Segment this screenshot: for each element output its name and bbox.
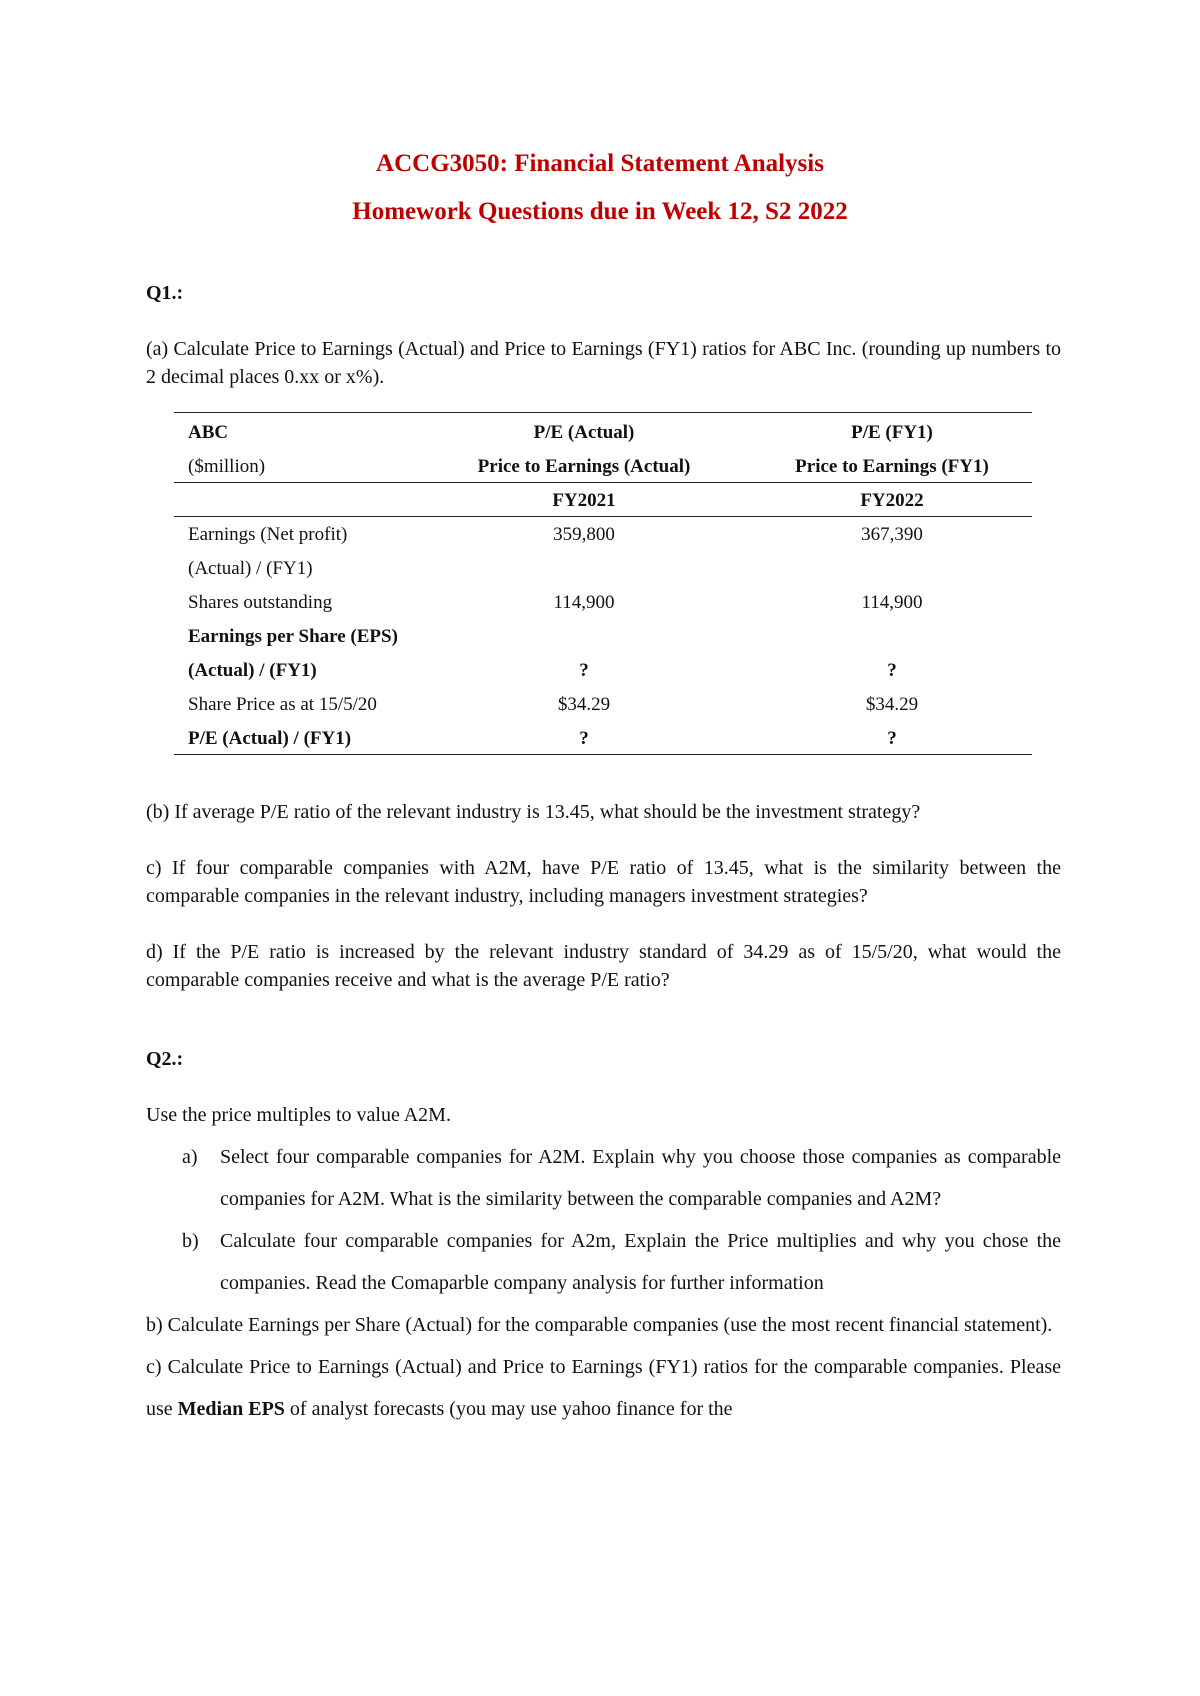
list-item-text: Select four comparable companies for A2M. Explain why you choose those companies as comparable companies for A2M. What is the similarity between the comparable companies and A2M? (220, 1146, 1061, 1210)
q1-part-a: (a) Calculate Price to Earnings (Actual) and Price to Earnings (FY1) ratios for ABC Inc. (rounding up numbers to 2 decimal places 0.xx or x%). (146, 338, 1061, 388)
table-head-pe-fy1: P/E (FY1) (851, 422, 933, 443)
q2-part-c (146, 1346, 1061, 1430)
list-marker: b) (182, 1230, 199, 1252)
table-row-label: (Actual) / (FY1) (188, 660, 317, 681)
q1-part-b: (b) If average P/E ratio of the relevant industry is 13.45, what should be the investment strategy? (146, 801, 921, 823)
table-head-rule (174, 482, 1032, 483)
table-row-label: Earnings per Share (EPS) (188, 626, 398, 647)
list-item-text: Calculate four comparable companies for A2m, Explain the Price multiplies and why you chose the companies. Read the Comaparble company analysis for further information (220, 1230, 1061, 1294)
table-row-label: Earnings (Net profit) (188, 524, 348, 545)
q2-part-b: b) Calculate Earnings per Share (Actual) for the comparable companies (use the most recent financial statement). (146, 1314, 1053, 1336)
table-row-label: Share Price as at 15/5/20 (188, 694, 377, 715)
table-head-pe-actual: P/E (Actual) (533, 422, 635, 443)
table-year-rule (174, 516, 1032, 517)
q1-part-c: c) If four comparable companies with A2M, have P/E ratio of 13.45, what is the similarity between the comparable companies in the relevant industry, including managers investment strategies? (146, 857, 1061, 907)
list-item (146, 1220, 1061, 1304)
table-cell: 367,390 (861, 524, 923, 545)
q1-part-d: d) If the P/E ratio is increased by the relevant industry standard of 34.29 as of 15/5/20, what would the comparable companies receive and what is the average P/E ratio? (146, 941, 1061, 991)
q2-heading: Q2.: (146, 1048, 184, 1070)
table-head-company: ABC (188, 422, 229, 443)
table-head-year-fy1: FY2022 (860, 490, 924, 511)
table-cell: ? (887, 660, 897, 681)
table-head-pe-fy1-desc: Price to Earnings (FY1) (795, 456, 989, 477)
table-top-rule (174, 412, 1032, 413)
table-head-unit: ($million) (188, 456, 266, 477)
q2-part-c-emphasis: Median EPS (177, 1398, 285, 1420)
q1-heading: Q1.: (146, 282, 184, 304)
table-cell: ? (579, 660, 589, 681)
document-title: ACCG3050: Financial Statement Analysis (376, 150, 824, 177)
table-row-label: P/E (Actual) / (FY1) (188, 728, 352, 749)
table-row-label: Shares outstanding (188, 592, 333, 613)
list-item (146, 1136, 1061, 1220)
table-cell: 114,900 (861, 592, 923, 613)
table-cell: $34.29 (865, 694, 919, 715)
table-cell: 359,800 (553, 524, 615, 545)
document-subtitle: Homework Questions due in Week 12, S2 2022 (352, 198, 848, 225)
table-head-pe-actual-desc: Price to Earnings (Actual) (477, 456, 691, 477)
table-cell: $34.29 (557, 694, 611, 715)
table-cell: 114,900 (553, 592, 615, 613)
table-head-year-actual: FY2021 (552, 490, 616, 511)
table-cell: ? (887, 728, 897, 749)
list-marker: a) (182, 1146, 198, 1168)
q2-part-c-tail: of analyst forecasts (you may use yahoo finance for the (284, 1398, 733, 1420)
q2-intro: Use the price multiples to value A2M. (146, 1104, 451, 1126)
q2-part-c-text: c) Calculate Price to Earnings (Actual) and Price to Earnings (FY1) ratios for the comparable companies. Please use (146, 1356, 1061, 1420)
table-cell: ? (579, 728, 589, 749)
q2-block (146, 1094, 1061, 1430)
table-bottom-rule (174, 754, 1032, 755)
table-row-label: (Actual) / (FY1) (188, 558, 313, 579)
